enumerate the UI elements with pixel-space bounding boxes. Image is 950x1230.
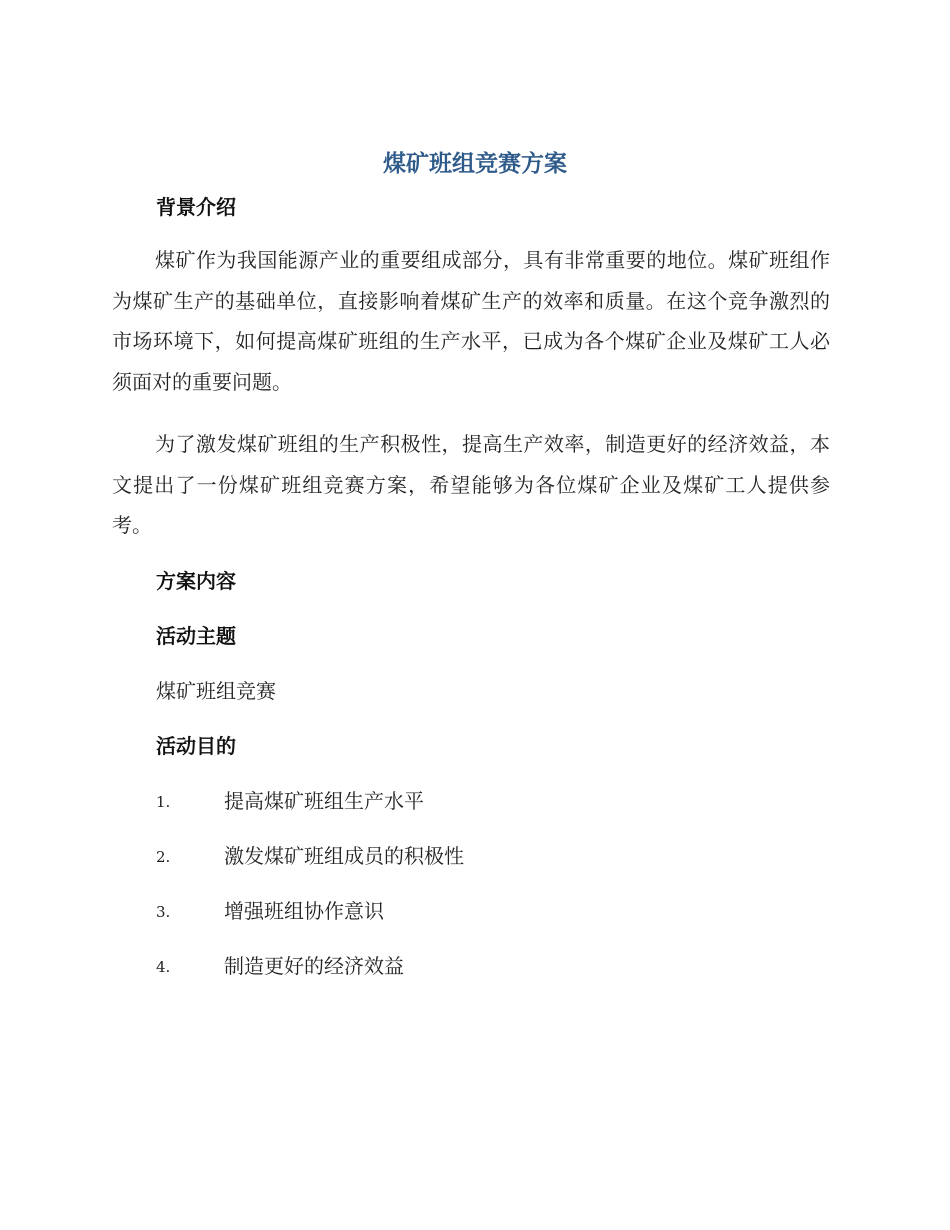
list-text: 激发煤矿班组成员的积极性	[224, 844, 464, 868]
list-item	[156, 841, 756, 871]
list-item	[156, 786, 756, 816]
document-title: 煤矿班组竞赛方案	[383, 151, 567, 177]
paragraph-1: 煤矿作为我国能源产业的重要组成部分，具有非常重要的地位。煤矿班组作为煤矿生产的基础单位，直接影响着煤矿生产的效率和质量。在这个竞争激烈的市场环境下，如何提高煤矿班组的生产水平，已成为各个煤矿企业及煤矿工人必须面对的重要问题。	[112, 248, 830, 394]
list-item	[156, 951, 756, 981]
list-text: 增强班组协作意识	[224, 899, 384, 923]
list-number: 3.	[156, 903, 171, 921]
list-text: 制造更好的经济效益	[224, 954, 404, 978]
list-number: 4.	[156, 958, 171, 976]
list-text: 提高煤矿班组生产水平	[224, 789, 424, 813]
section-heading-theme: 活动主题	[156, 624, 236, 648]
section-heading-background: 背景介绍	[156, 195, 236, 219]
list-number: 2.	[156, 848, 171, 866]
section-heading-goals: 活动目的	[156, 734, 236, 758]
theme-text: 煤矿班组竞赛	[156, 679, 276, 703]
paragraph-2: 为了激发煤矿班组的生产积极性，提高生产效率，制造更好的经济效益，本文提出了一份煤矿班组竞赛方案，希望能够为各位煤矿企业及煤矿工人提供参考。	[112, 432, 830, 537]
list-number: 1.	[156, 793, 171, 811]
list-item	[156, 896, 756, 926]
section-heading-plan: 方案内容	[156, 569, 236, 593]
